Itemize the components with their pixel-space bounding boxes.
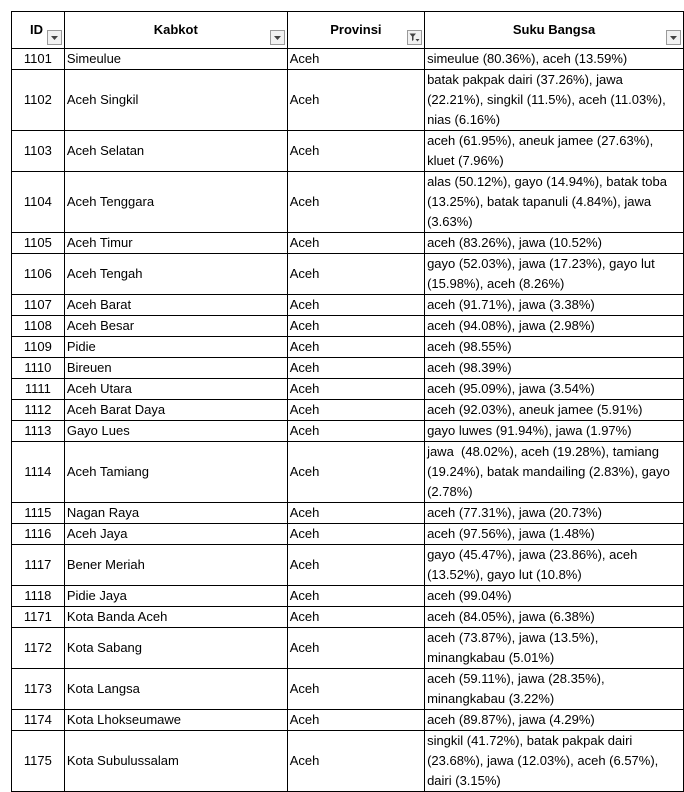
table-row	[12, 70, 684, 131]
table-row	[12, 131, 684, 172]
table-row	[12, 295, 684, 316]
cell-provinsi[interactable]: Aceh	[287, 233, 424, 254]
cell-provinsi[interactable]: Aceh	[287, 70, 424, 131]
suku-bangsa-line: gayo (52.03%), jawa (17.23%), gayo lut	[427, 256, 655, 271]
table-row	[12, 379, 684, 400]
cell-kabkot[interactable]: Aceh Barat Daya	[64, 400, 287, 421]
cell-suku-bangsa[interactable]	[425, 131, 684, 172]
cell-provinsi[interactable]: Aceh	[287, 131, 424, 172]
suku-bangsa-line: batak pakpak dairi (37.26%), jawa	[427, 72, 623, 87]
table-row	[12, 233, 684, 254]
cell-id[interactable]: 1117	[12, 545, 65, 586]
suku-bangsa-line: (13.25%), batak tapanuli (4.84%), jawa	[427, 194, 652, 209]
cell-provinsi[interactable]: Aceh	[287, 545, 424, 586]
header-row	[12, 12, 684, 49]
suku-bangsa-line: minangkabau (3.22%)	[427, 691, 555, 706]
cell-provinsi[interactable]: Aceh	[287, 421, 424, 442]
table-row	[12, 358, 684, 379]
suku-bangsa-line: aceh (61.95%), aneuk jamee (27.63%),	[427, 133, 654, 148]
suku-bangsa-line: aceh (92.03%), aneuk jamee (5.91%)	[427, 402, 643, 417]
cell-id[interactable]: 1103	[12, 131, 65, 172]
cell-provinsi[interactable]: Aceh	[287, 49, 424, 70]
cell-provinsi[interactable]: Aceh	[287, 379, 424, 400]
cell-provinsi[interactable]: Aceh	[287, 669, 424, 710]
table-row	[12, 607, 684, 628]
cell-provinsi[interactable]: Aceh	[287, 400, 424, 421]
cell-id[interactable]: 1102	[12, 70, 65, 131]
cell-suku-bangsa[interactable]	[425, 586, 684, 607]
cell-provinsi[interactable]: Aceh	[287, 337, 424, 358]
suku-bangsa-line: aceh (77.31%), jawa (20.73%)	[427, 505, 602, 520]
cell-suku-bangsa[interactable]	[425, 710, 684, 731]
table-row	[12, 442, 684, 503]
filter-button-suku-bangsa[interactable]	[666, 30, 681, 45]
cell-id[interactable]: 1109	[12, 337, 65, 358]
cell-kabkot[interactable]: Aceh Barat	[64, 295, 287, 316]
suku-bangsa-line: aceh (98.39%)	[427, 360, 512, 375]
cell-provinsi[interactable]: Aceh	[287, 586, 424, 607]
cell-provinsi[interactable]: Aceh	[287, 628, 424, 669]
funnel-filter-icon	[409, 32, 420, 43]
table-row	[12, 524, 684, 545]
cell-id[interactable]: 1173	[12, 669, 65, 710]
suku-bangsa-line: aceh (97.56%), jawa (1.48%)	[427, 526, 595, 541]
cell-kabkot[interactable]: Kota Lhokseumawe	[64, 710, 287, 731]
suku-bangsa-line: alas (50.12%), gayo (14.94%), batak toba	[427, 174, 667, 189]
table-row	[12, 316, 684, 337]
cell-suku-bangsa[interactable]	[425, 254, 684, 295]
suku-bangsa-line: (2.78%)	[427, 484, 473, 499]
cell-suku-bangsa[interactable]	[425, 70, 684, 131]
cell-kabkot[interactable]: Kota Subulussalam	[64, 731, 287, 792]
cell-suku-bangsa[interactable]	[425, 503, 684, 524]
suku-bangsa-line: (3.63%)	[427, 214, 473, 229]
table-row	[12, 731, 684, 792]
suku-bangsa-line: aceh (84.05%), jawa (6.38%)	[427, 609, 595, 624]
cell-provinsi[interactable]: Aceh	[287, 731, 424, 792]
cell-suku-bangsa[interactable]	[425, 172, 684, 233]
header-provinsi-label: Provinsi	[330, 22, 382, 37]
cell-kabkot[interactable]: Aceh Utara	[64, 379, 287, 400]
cell-id[interactable]: 1101	[12, 49, 65, 70]
spreadsheet-table-container	[11, 11, 684, 792]
suku-bangsa-line: simeulue (80.36%), aceh (13.59%)	[427, 51, 628, 66]
table-row	[12, 586, 684, 607]
cell-suku-bangsa[interactable]	[425, 607, 684, 628]
cell-kabkot[interactable]: Bener Meriah	[64, 545, 287, 586]
table-body	[12, 49, 684, 792]
cell-provinsi[interactable]: Aceh	[287, 442, 424, 503]
cell-provinsi[interactable]: Aceh	[287, 524, 424, 545]
cell-kabkot[interactable]: Pidie	[64, 337, 287, 358]
table-row	[12, 710, 684, 731]
suku-bangsa-line: aceh (89.87%), jawa (4.29%)	[427, 712, 595, 727]
suku-bangsa-line: (19.24%), batak mandailing (2.83%), gayo	[427, 464, 670, 479]
suku-bangsa-line: aceh (73.87%), jawa (13.5%),	[427, 630, 599, 645]
dropdown-arrow-icon	[50, 33, 59, 42]
header-id-label: ID	[30, 22, 43, 37]
cell-kabkot[interactable]: Aceh Tengah	[64, 254, 287, 295]
header-kabkot-label: Kabkot	[153, 22, 198, 37]
header-suku-bangsa-label: Suku Bangsa	[512, 22, 596, 37]
suku-bangsa-line: nias (6.16%)	[427, 112, 501, 127]
table-row	[12, 421, 684, 442]
cell-provinsi[interactable]: Aceh	[287, 316, 424, 337]
cell-provinsi[interactable]: Aceh	[287, 358, 424, 379]
table-row	[12, 254, 684, 295]
suku-bangsa-line: dairi (3.15%)	[427, 773, 501, 788]
table-row	[12, 503, 684, 524]
suku-bangsa-line: gayo luwes (91.94%), jawa (1.97%)	[427, 423, 632, 438]
suku-bangsa-line: aceh (95.09%), jawa (3.54%)	[427, 381, 595, 396]
suku-bangsa-line: (15.98%), aceh (8.26%)	[427, 276, 565, 291]
table-row	[12, 400, 684, 421]
suku-bangsa-line: singkil (41.72%), batak pakpak dairi	[427, 733, 633, 748]
cell-kabkot[interactable]: Aceh Jaya	[64, 524, 287, 545]
cell-provinsi[interactable]: Aceh	[287, 607, 424, 628]
table-row	[12, 669, 684, 710]
cell-suku-bangsa[interactable]	[425, 337, 684, 358]
suku-bangsa-line: (23.68%), jawa (12.03%), aceh (6.57%),	[427, 753, 659, 768]
cell-suku-bangsa[interactable]	[425, 442, 684, 503]
table-row	[12, 172, 684, 233]
table-header	[12, 12, 684, 49]
cell-id[interactable]: 1174	[12, 710, 65, 731]
filter-button-kabkot[interactable]	[270, 30, 285, 45]
cell-id[interactable]: 1171	[12, 607, 65, 628]
cell-suku-bangsa[interactable]	[425, 358, 684, 379]
cell-suku-bangsa[interactable]	[425, 421, 684, 442]
suku-bangsa-line: (22.21%), singkil (11.5%), aceh (11.03%),	[427, 92, 666, 107]
table-row	[12, 628, 684, 669]
cell-suku-bangsa[interactable]	[425, 628, 684, 669]
suku-bangsa-line: aceh (91.71%), jawa (3.38%)	[427, 297, 595, 312]
header-kabkot	[64, 12, 287, 49]
cell-suku-bangsa[interactable]	[425, 379, 684, 400]
cell-suku-bangsa[interactable]	[425, 316, 684, 337]
cell-suku-bangsa[interactable]	[425, 669, 684, 710]
cell-kabkot[interactable]: Pidie Jaya	[64, 586, 287, 607]
suku-bangsa-line: aceh (94.08%), jawa (2.98%)	[427, 318, 595, 333]
cell-id[interactable]: 1108	[12, 316, 65, 337]
filter-button-id[interactable]	[47, 30, 62, 45]
cell-kabkot[interactable]: Kota Banda Aceh	[64, 607, 287, 628]
header-id	[12, 12, 65, 49]
table-row	[12, 49, 684, 70]
cell-kabkot[interactable]: Gayo Lues	[64, 421, 287, 442]
cell-id[interactable]: 1115	[12, 503, 65, 524]
cell-kabkot[interactable]: Aceh Selatan	[64, 131, 287, 172]
cell-kabkot[interactable]: Kota Langsa	[64, 669, 287, 710]
cell-suku-bangsa[interactable]	[425, 233, 684, 254]
cell-kabkot[interactable]: Aceh Tenggara	[64, 172, 287, 233]
cell-id[interactable]: 1172	[12, 628, 65, 669]
suku-bangsa-line: aceh (98.55%)	[427, 339, 512, 354]
cell-kabkot[interactable]: Kota Sabang	[64, 628, 287, 669]
cell-id[interactable]: 1107	[12, 295, 65, 316]
cell-id[interactable]: 1106	[12, 254, 65, 295]
cell-provinsi[interactable]: Aceh	[287, 710, 424, 731]
cell-id[interactable]: 1116	[12, 524, 65, 545]
filter-button-provinsi[interactable]	[407, 30, 422, 45]
dropdown-arrow-icon	[273, 33, 282, 42]
cell-suku-bangsa[interactable]	[425, 49, 684, 70]
cell-kabkot[interactable]: Aceh Singkil	[64, 70, 287, 131]
cell-id[interactable]: 1110	[12, 358, 65, 379]
suku-bangsa-line: jawa (48.02%), aceh (19.28%), tamiang	[427, 444, 660, 459]
cell-kabkot[interactable]: Bireuen	[64, 358, 287, 379]
cell-provinsi[interactable]: Aceh	[287, 295, 424, 316]
cell-suku-bangsa[interactable]	[425, 295, 684, 316]
cell-suku-bangsa[interactable]	[425, 524, 684, 545]
cell-id[interactable]: 1104	[12, 172, 65, 233]
cell-kabkot[interactable]: Aceh Timur	[64, 233, 287, 254]
cell-id[interactable]: 1112	[12, 400, 65, 421]
cell-id[interactable]: 1105	[12, 233, 65, 254]
suku-bangsa-line: kluet (7.96%)	[427, 153, 504, 168]
suku-bangsa-line: gayo (45.47%), jawa (23.86%), aceh	[427, 547, 638, 562]
suku-bangsa-line: minangkabau (5.01%)	[427, 650, 555, 665]
table-row	[12, 337, 684, 358]
cell-id[interactable]: 1175	[12, 731, 65, 792]
cell-kabkot[interactable]: Aceh Besar	[64, 316, 287, 337]
cell-provinsi[interactable]: Aceh	[287, 172, 424, 233]
cell-kabkot[interactable]: Nagan Raya	[64, 503, 287, 524]
header-provinsi	[287, 12, 424, 49]
cell-id[interactable]: 1118	[12, 586, 65, 607]
cell-kabkot[interactable]: Aceh Tamiang	[64, 442, 287, 503]
cell-kabkot[interactable]: Simeulue	[64, 49, 287, 70]
suku-bangsa-line: aceh (59.11%), jawa (28.35%),	[427, 671, 605, 686]
data-table	[11, 11, 684, 792]
cell-suku-bangsa[interactable]	[425, 545, 684, 586]
cell-provinsi[interactable]: Aceh	[287, 254, 424, 295]
table-row	[12, 545, 684, 586]
suku-bangsa-line: aceh (99.04%)	[427, 588, 512, 603]
suku-bangsa-line: aceh (83.26%), jawa (10.52%)	[427, 235, 602, 250]
cell-id[interactable]: 1111	[12, 379, 65, 400]
cell-id[interactable]: 1114	[12, 442, 65, 503]
cell-suku-bangsa[interactable]	[425, 400, 684, 421]
header-suku-bangsa	[425, 12, 684, 49]
cell-provinsi[interactable]: Aceh	[287, 503, 424, 524]
suku-bangsa-line: (13.52%), gayo lut (10.8%)	[427, 567, 582, 582]
dropdown-arrow-icon	[669, 33, 678, 42]
cell-suku-bangsa[interactable]	[425, 731, 684, 792]
cell-id[interactable]: 1113	[12, 421, 65, 442]
